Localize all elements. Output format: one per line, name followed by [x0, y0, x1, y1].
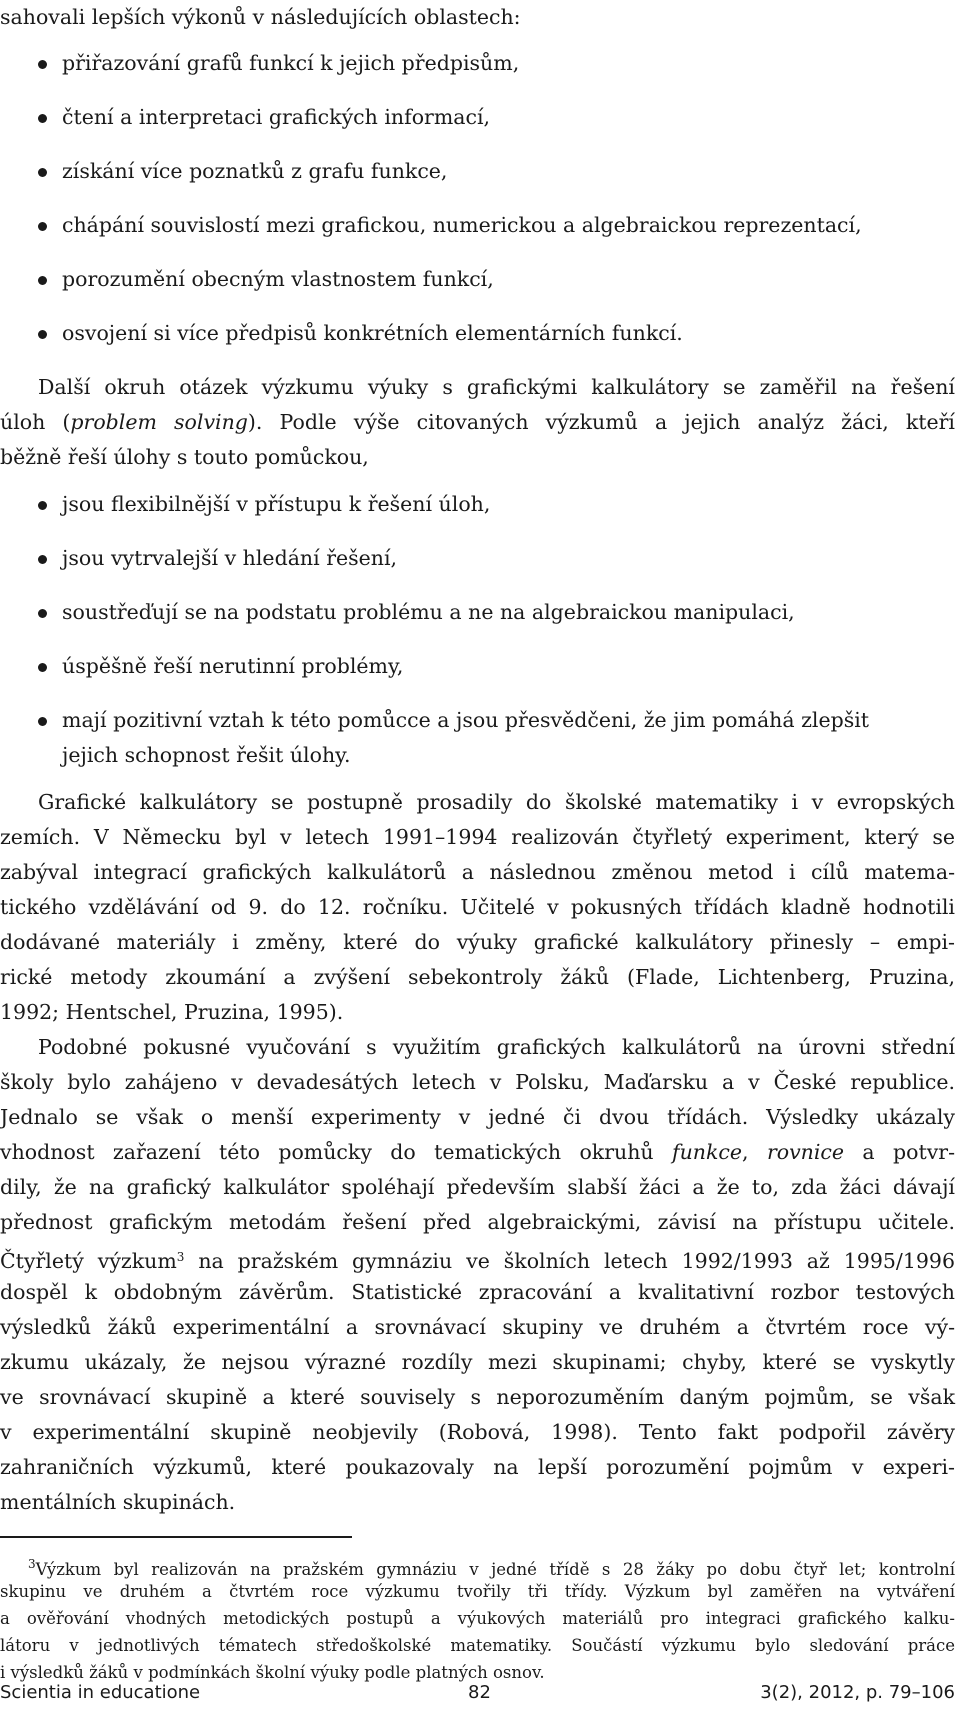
list-item: čtení a interpretaci grafických informací, — [62, 105, 491, 129]
list-item: přiřazování grafů funkcí k jejich předpisům, — [62, 51, 520, 75]
paragraph-line: školy bylo zahájeno v devadesátých letech v Polsku, Maďarsku a v České republice. — [0, 1070, 955, 1094]
bullet-icon — [38, 501, 47, 510]
paragraph-line: Grafické kalkulátory se postupně prosadily do školské matematiky i v evropských — [38, 790, 955, 814]
paragraph-line: Další okruh otázek výzkumu výuky s grafickými kalkulátory se zaměřil na řešení — [38, 375, 955, 399]
paragraph-line: zkumu ukázaly, že nejsou výrazné rozdíly mezi skupinami; chyby, které se vyskytly — [0, 1350, 955, 1374]
text-run: úloh ( — [0, 410, 71, 434]
text-run: na pražském gymnáziu ve školních letech 1992/1993 až 1995/1996 — [184, 1249, 955, 1273]
list-item: chápání souvislostí mezi grafickou, numerickou a algebraickou reprezentací, — [62, 213, 862, 237]
paragraph-line: 1992; Hentschel, Pruzina, 1995). — [0, 1000, 344, 1024]
paragraph-line: rické metody zkoumání a zvýšení sebekontroly žáků (Flade, Lichtenberg, Pruzina, — [0, 965, 955, 989]
bullet-icon — [38, 663, 47, 672]
issue-info: 3(2), 2012, p. 79–106 — [760, 1682, 955, 1703]
text-run: a potvr- — [844, 1140, 956, 1164]
list-item: soustřeďují se na podstatu problému a ne na algebraickou manipulaci, — [62, 600, 795, 624]
footnote-rule — [0, 1536, 352, 1538]
paragraph-line: mentálních skupinách. — [0, 1490, 236, 1514]
paragraph-line: přednost grafickým metodám řešení před algebraickými, závisí na přístupu učitele. — [0, 1210, 955, 1234]
list-item: jsou flexibilnější v přístupu k řešení úloh, — [62, 492, 491, 516]
bullet-icon — [38, 330, 47, 339]
paragraph-line: běžně řeší úlohy s touto pomůckou, — [0, 445, 369, 469]
italic-term: problem solving — [70, 410, 248, 434]
paragraph-line — [0, 1240, 955, 1279]
paragraph-line: zahraničních výzkumů, které poukazovaly na lepší porozumění pojmům v experi- — [0, 1455, 955, 1479]
journal-name: Scientia in educatione — [0, 1682, 201, 1703]
page-footer — [0, 1682, 955, 1706]
list-item: jsou vytrvalejší v hledání řešení, — [62, 546, 398, 570]
intro-line: sahovali lepších výkonů v následujících oblastech: — [0, 5, 521, 29]
paragraph-line: dily, že na grafický kalkulátor spoléhají především slabší žáci a že to, zda žáci dávají — [0, 1175, 955, 1199]
italic-term: rovnice — [766, 1140, 845, 1164]
paragraph-line — [0, 405, 955, 440]
text-run: Výzkum byl realizován na pražském gymnáziu v jedné třídě s 28 žáky po dobu čtyř let; kontrolní — [35, 1560, 955, 1579]
footnote-line: a ověřování vhodných metodických postupů a výukových materiálů pro integraci grafického kalku- — [0, 1609, 955, 1628]
paragraph-line: Jednalo se však o menší experimenty v jedné či dvou třídách. Výsledky ukázaly — [0, 1105, 955, 1129]
footnote-reference[interactable]: 3 — [176, 1250, 185, 1264]
list-item: získání více poznatků z grafu funkce, — [62, 159, 448, 183]
bullet-icon — [38, 114, 47, 123]
page-number: 82 — [468, 1682, 491, 1703]
footnote-line: látoru v jednotlivých tématech středoškolské matematiky. Součástí výzkumu bylo sledování práce — [0, 1636, 955, 1655]
paragraph-line: zemích. V Německu byl v letech 1991–1994 realizován čtyřletý experiment, který se — [0, 825, 955, 849]
paragraph-line: tického vzdělávání od 9. do 12. ročníku. Učitelé v pokusných třídách kladně hodnotili — [0, 895, 955, 919]
bullet-icon — [38, 609, 47, 618]
bullet-icon — [38, 222, 47, 231]
footnote-line: i výsledků žáků v podmínkách školní výuky podle platných osnov. — [0, 1663, 545, 1682]
list-item: úspěšně řeší nerutinní problémy, — [62, 654, 404, 678]
bullet-icon — [38, 60, 47, 69]
paragraph-line: zabýval integrací grafických kalkulátorů a následnou změnou metod i cílů matema- — [0, 860, 955, 884]
paragraph-line: dospěl k obdobným závěrům. Statistické zpracování a kvalitativní rozbor testových — [0, 1280, 955, 1304]
italic-term: funkce — [672, 1140, 743, 1164]
list-item: osvojení si více předpisů konkrétních elementárních funkcí. — [62, 321, 683, 345]
bullet-icon — [38, 717, 47, 726]
paragraph-line: Podobné pokusné vyučování s využitím grafických kalkulátorů na úrovni střední — [38, 1035, 955, 1059]
paragraph-line: ve srovnávací skupině a které souvisely s neporozuměním daným pojmům, se však — [0, 1385, 955, 1409]
footnote-line: skupinu ve druhém a čtvrtém roce výzkumu tvořily tři třídy. Výzkum byl zaměřen na vytváření — [0, 1582, 955, 1601]
paragraph-line: dodávané materiály i změny, které do výuky grafické kalkulátory přinesly – empi- — [0, 930, 955, 954]
footnote-mark: 3 — [28, 1557, 36, 1571]
bullet-icon — [38, 168, 47, 177]
bullet-icon — [38, 555, 47, 564]
text-run: , — [742, 1140, 767, 1164]
paragraph-line — [0, 1135, 955, 1170]
bullet-icon — [38, 276, 47, 285]
list-item: porozumění obecným vlastnostem funkcí, — [62, 267, 494, 291]
text-run: ). Podle výše citovaných výzkumů a jejich analýz žáci, kteří — [247, 410, 955, 434]
list-item: mají pozitivní vztah k této pomůcce a jsou přesvědčeni, že jim pomáhá zlepšit — [62, 708, 870, 732]
list-item-continuation: jejich schopnost řešit úlohy. — [62, 743, 351, 767]
paragraph-line: v experimentální skupině neobjevily (Robová, 1998). Tento fakt podpořil závěry — [0, 1420, 955, 1444]
paragraph-line: výsledků žáků experimentální a srovnávací skupiny ve druhém a čtvrtém roce vý- — [0, 1315, 955, 1339]
text-run: Čtyřletý výzkum — [0, 1249, 177, 1273]
text-run: vhodnost zařazení této pomůcky do tematických okruhů — [0, 1140, 673, 1164]
